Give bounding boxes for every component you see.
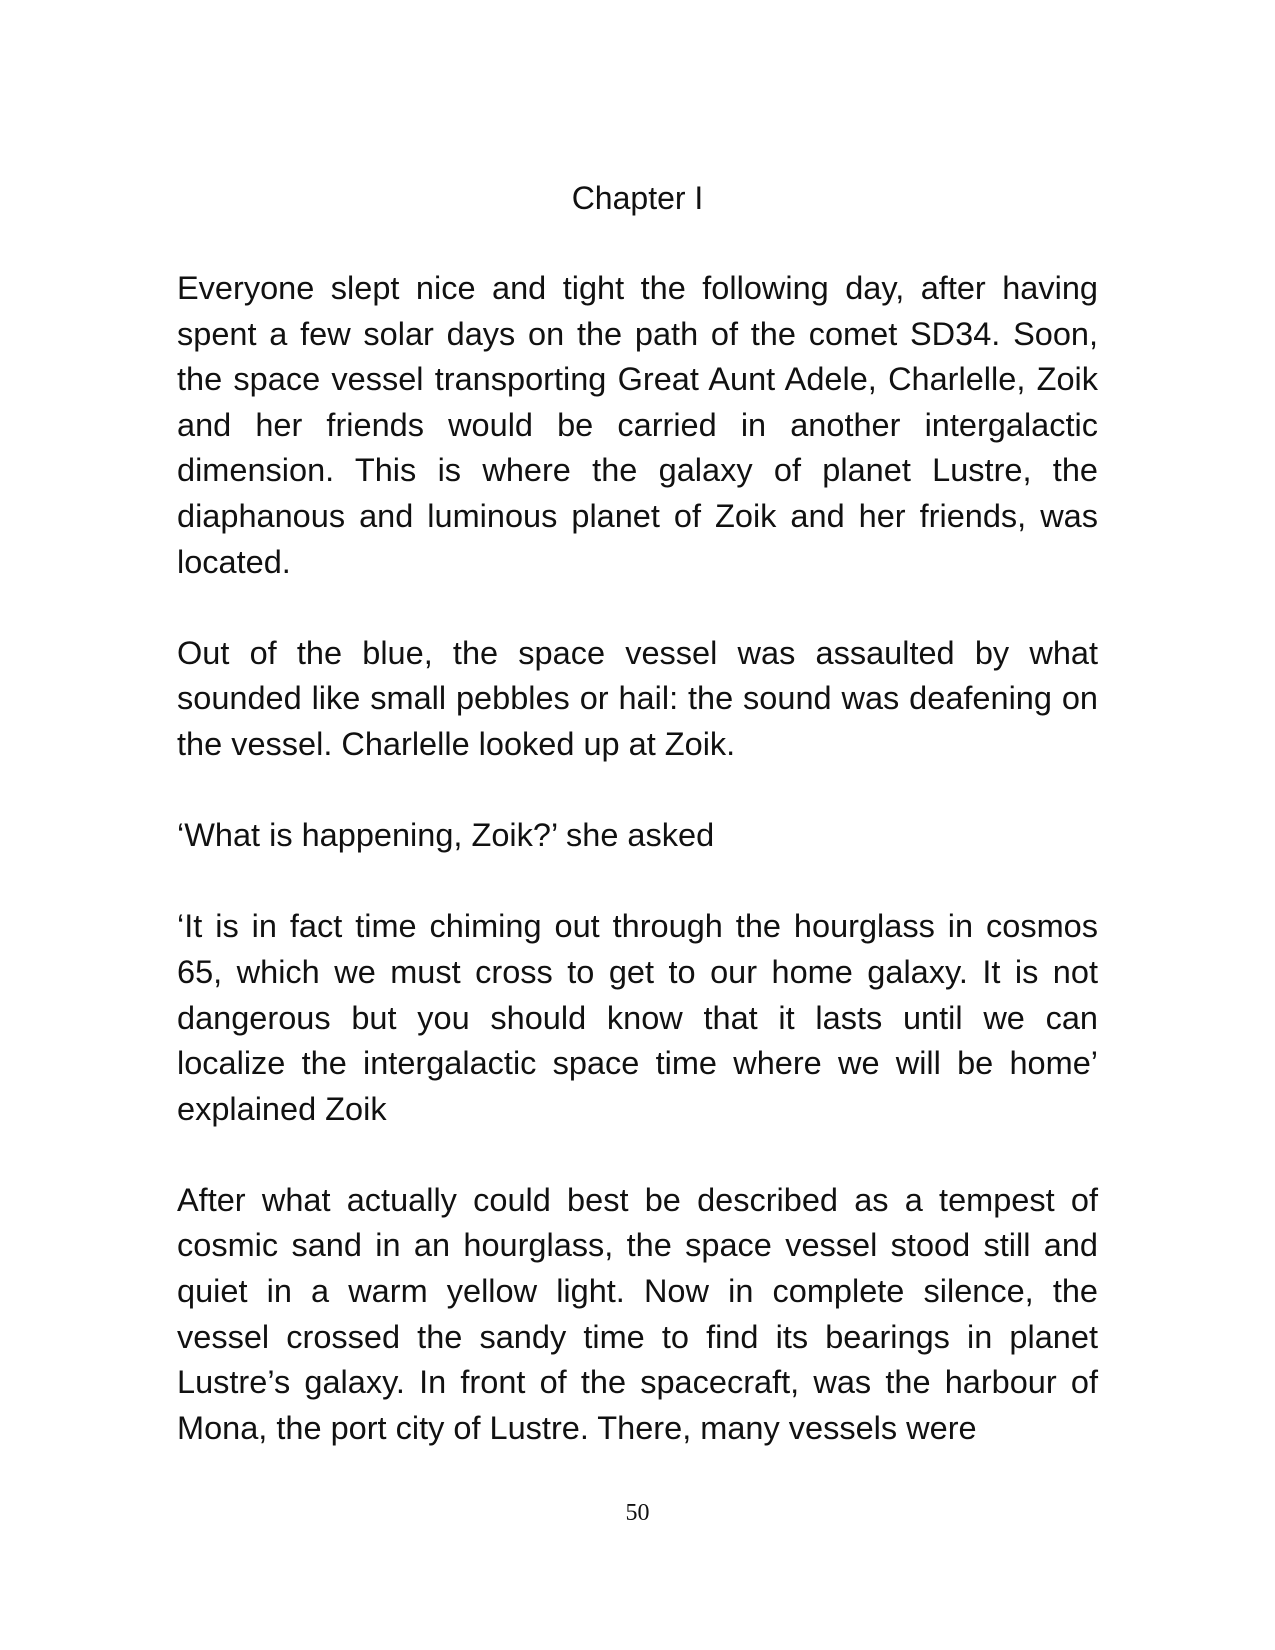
paragraph-1: Everyone slept nice and tight the following day, after having spent a few solar days on the path of the comet SD34. Soon, the space vessel transporting Great Aunt Adele, Charlelle, Zoik and her friends would be carried in another intergalactic dimension. This is where the galaxy of planet Lustre, the diaphanous and luminous planet of Zoik and her friends, was located. — [177, 270, 1098, 580]
chapter-body — [177, 266, 1098, 1497]
paragraph-4-dialogue: ‘It is in fact time chiming out through the hourglass in cosmos 65, which we must cross to get to our home galaxy. It is not dangerous but you should know that it lasts until we can localize the intergalactic space time where we will be home’ explained Zoik — [177, 908, 1098, 1127]
chapter-title: Chapter I — [571, 180, 704, 216]
page-number: 50 — [625, 1500, 650, 1526]
paragraph-5: After what actually could best be described as a tempest of cosmic sand in an hourglass, the space vessel stood still and quiet in a warm yellow light. Now in complete silence, the vessel crossed the sandy time to find its bearings in planet Lustre’s galaxy. In front of the spacecraft, was the harbour of Mona, the port city of Lustre. There, many vessels were — [177, 1181, 1098, 1446]
paragraph-3-dialogue: ‘What is happening, Zoik?’ she asked — [177, 817, 715, 854]
paragraph-2: Out of the blue, the space vessel was assaulted by what sounded like small pebbles or hail: the sound was deafening on the vessel. Charlelle looked up at Zoik. — [177, 634, 1098, 762]
